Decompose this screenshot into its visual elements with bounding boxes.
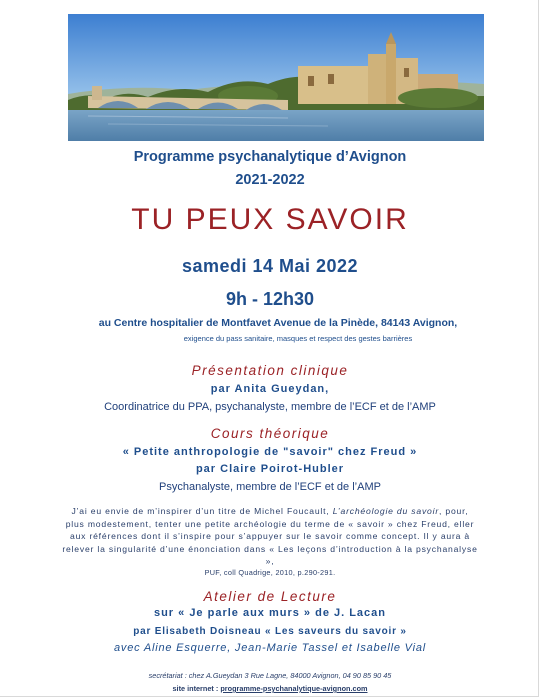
event-venue: au Centre hospitalier de Montfavet Avenue de la Pinède, 84143 Avignon,: [98, 317, 458, 329]
reading-speaker: par Elisabeth Doisneau « Les saveurs du savoir »: [133, 626, 407, 637]
event-time: 9h - 12h30: [225, 289, 315, 309]
course-speaker: par Claire Poirot-Hubler: [195, 463, 345, 475]
course-speaker-role: Psychanalyste, membre de l’ECF et de l’AMP: [159, 481, 381, 493]
event-date: samedi 14 Mai 2022: [181, 256, 359, 276]
course-title: « Petite anthropologie de "savoir" chez Freud »: [122, 446, 418, 458]
clinical-heading: Présentation clinique: [191, 363, 349, 378]
course-reference: PUF, coll Quadrige, 2010, p.290-291.: [204, 568, 336, 577]
sanitary-requirement: exigence du pass sanitaire, masques et respect des gestes barrières: [183, 334, 413, 343]
foucault-title: L’archéologie du savoir: [332, 506, 439, 516]
program-name: Programme psychanalytique d’Avignon: [133, 149, 407, 165]
reading-book: sur « Je parle aux murs » de J. Lacan: [153, 607, 387, 619]
page-title: TU PEUX SAVOIR: [131, 203, 409, 236]
program-years: 2021-2022: [235, 172, 305, 188]
website-line: [0, 684, 540, 693]
course-description: [62, 505, 478, 568]
reading-heading: Atelier de Lecture: [203, 589, 337, 604]
course-heading: Cours théorique: [210, 426, 330, 441]
clinical-speaker-role: Coordinatrice du PPA, psychanalyste, membre de l’ECF et de l’AMP: [104, 401, 436, 413]
website-link[interactable]: programme-psychanalytique-avignon.com: [220, 684, 368, 693]
reading-participants: avec Aline Esquerre, Jean-Marie Tassel et Isabelle Vial: [113, 642, 426, 654]
avignon-bridge-photo: [68, 14, 484, 141]
website-label: site internet :: [172, 684, 221, 693]
clinical-speaker: par Anita Gueydan,: [210, 383, 330, 395]
course-description-part1: J’ai eu envie de m’inspirer d’un titre de Michel Foucault,: [71, 506, 333, 516]
course-description-part2: , pour, plus modestement, tenter une petite archéologie du terme de « savoir » chez Freud, eller aux références dont il s’inspire pour s’appuyer sur le savoir comme concept. Il y aura à relever la singularité d’une énonciation dans « Les leçons d’introduction à la psychanalyse »,: [62, 506, 478, 567]
secretariat-contact: secrétariat : chez A.Gueydan 3 Rue Lagne, 84000 Avignon, 04 90 85 90 45: [148, 671, 392, 680]
